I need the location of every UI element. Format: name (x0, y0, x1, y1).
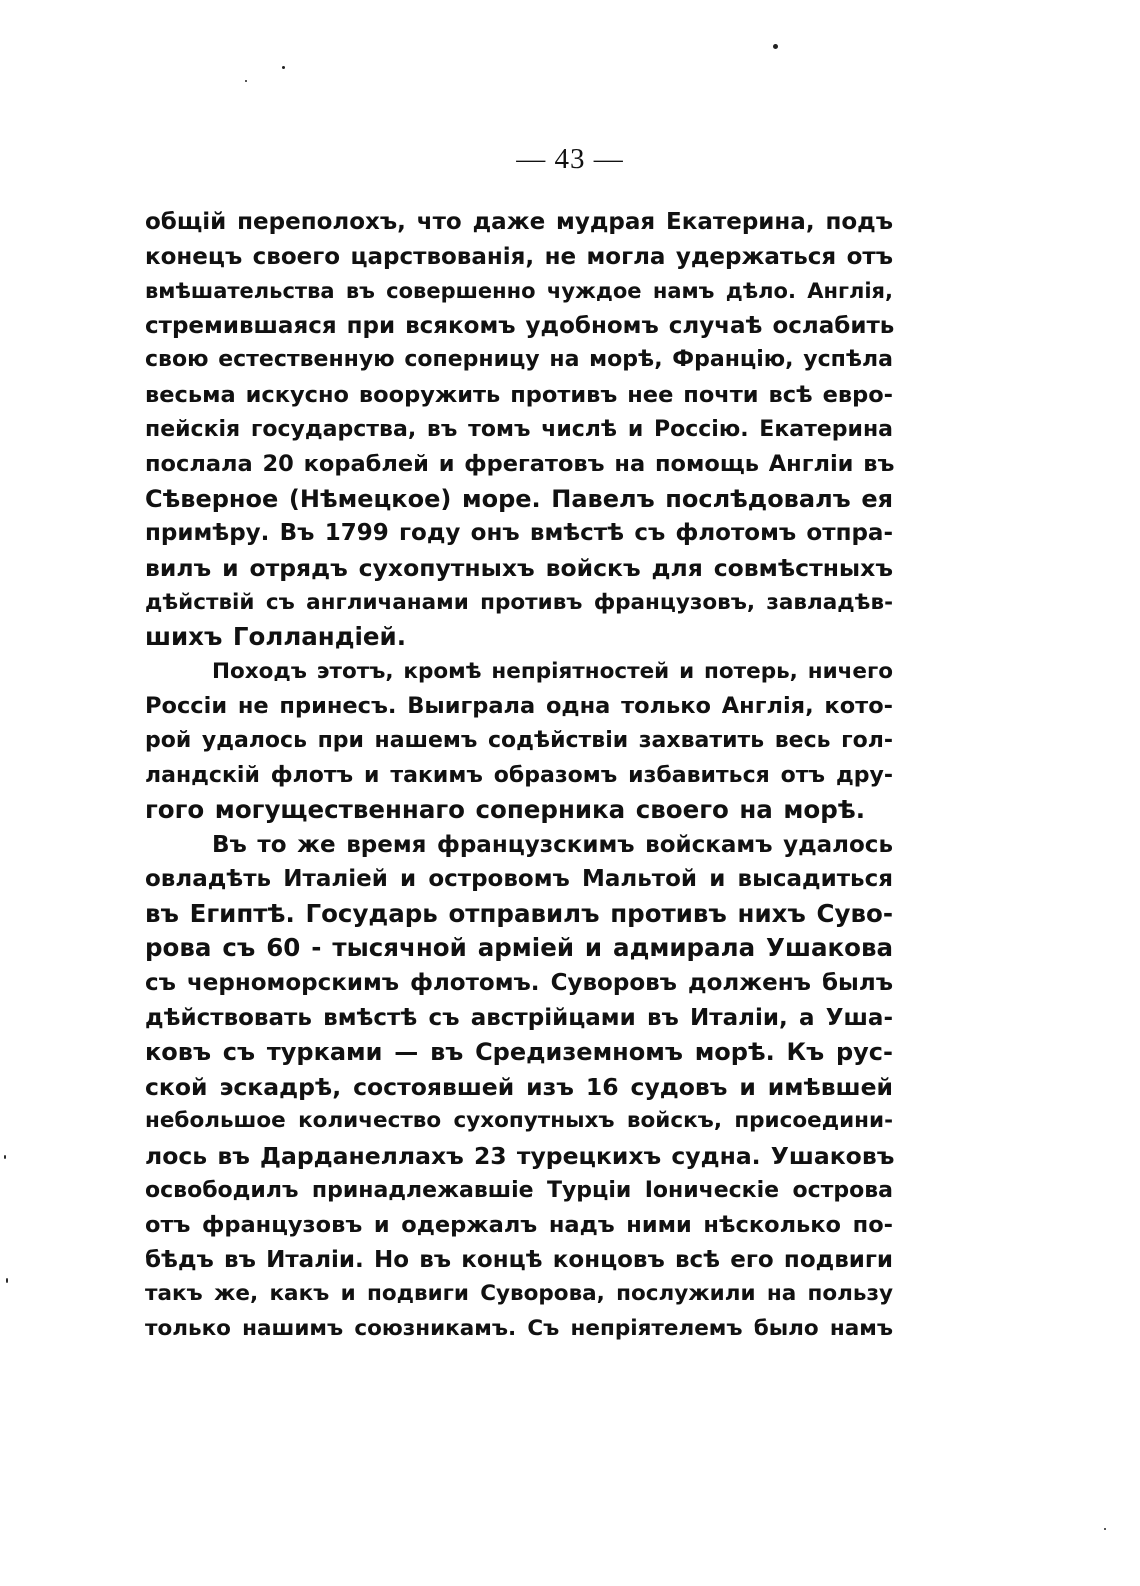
text-line: овладѣть Италіей и островомъ Мальтой и высадиться (145, 866, 893, 893)
text-line: бѣдъ въ Италіи. Но въ концѣ концовъ всѣ его подвиги (145, 1246, 893, 1273)
text-line: весьма искусно вооружить противъ нее почти всѣ евро- (145, 381, 893, 408)
scan-speck (4, 1155, 6, 1159)
text-line: ландскій флотъ и такимъ образомъ избавиться отъ дру- (145, 762, 893, 788)
text-line: Въ то же время французскимъ войскамъ удалось (212, 831, 893, 858)
text-line: въ Египтѣ. Государь отправилъ противъ нихъ Суво- (145, 898, 893, 928)
text-line: ской эскадрѣ, состоявшей изъ 16 судовъ и имѣвшей (145, 1072, 893, 1101)
text-line: Походъ этотъ, кромѣ непріятностей и потерь, ничего (212, 658, 893, 684)
text-line: рой удалось при нашемъ содѣйствіи захватить весь гол- (145, 727, 893, 753)
text-line: послала 20 кораблей и фрегатовъ на помощь Англіи въ (145, 451, 895, 478)
text-line: примѣру. Въ 1799 году онъ вмѣстѣ съ флотомъ отпра- (145, 520, 893, 547)
text-line: небольшое количество сухопутныхъ войскъ, присоедини- (145, 1108, 893, 1134)
scan-speck (282, 66, 285, 69)
text-line: съ черноморскимъ флотомъ. Суворовъ долженъ былъ (145, 970, 893, 997)
text-line: рова съ 60 - тысячной арміей и адмирала Ушакова (145, 933, 893, 963)
text-line: вилъ и отрядъ сухопутныхъ войскъ для совмѣстныхъ (145, 553, 893, 582)
text-line: гого могущественнаго соперника своего на морѣ. (145, 795, 866, 825)
scan-speck (6, 1278, 8, 1283)
text-line: конецъ своего царствованія, не могла удержаться отъ (145, 243, 893, 270)
text-line: стремившаяся при всякомъ удобномъ случаѣ ослабить (145, 312, 895, 339)
scan-speck (245, 80, 247, 82)
text-line: шихъ Голландіей. (145, 622, 406, 652)
text-line: дѣйствовать вмѣстѣ съ австрійцами въ Италіи, а Уша- (145, 1004, 893, 1031)
text-line: отъ французовъ и одержалъ надъ ними нѣсколько по- (145, 1212, 893, 1239)
page-number: — 43 — (516, 143, 624, 175)
text-line: Сѣверное (Нѣмецкое) море. Павелъ послѣдовалъ ея (145, 484, 893, 513)
text-line: такъ же, какъ и подвиги Суворова, послужили на пользу (145, 1281, 893, 1307)
scan-speck (773, 44, 778, 49)
text-line: Россіи не принесъ. Выиграла одна только Англія, кото- (145, 693, 893, 720)
text-line: лось въ Дарданеллахъ 23 турецкихъ судна. Ушаковъ (145, 1142, 895, 1171)
text-line: пейскія государства, въ томъ числѣ и Россію. Екатерина (145, 416, 893, 442)
text-line: освободилъ принадлежавшіе Турціи Іоническіе острова (145, 1177, 893, 1203)
text-line: свою естественную соперницу на морѣ, Францію, успѣла (145, 347, 893, 373)
text-line: дѣйствій съ англичанами противъ французовъ, завладѣв- (145, 589, 893, 615)
text-line: общій переполохъ, что даже мудрая Екатерина, подъ (145, 209, 893, 235)
text-line: ковъ съ турками — въ Средиземномъ морѣ. Къ рус- (145, 1038, 893, 1067)
text-line: вмѣшательства въ совершенно чуждое намъ дѣло. Англія, (145, 279, 893, 304)
scan-speck (1104, 1528, 1106, 1530)
body-text (145, 205, 893, 1347)
text-line: только нашимъ союзникамъ. Съ непріятелемъ было намъ (145, 1316, 893, 1341)
